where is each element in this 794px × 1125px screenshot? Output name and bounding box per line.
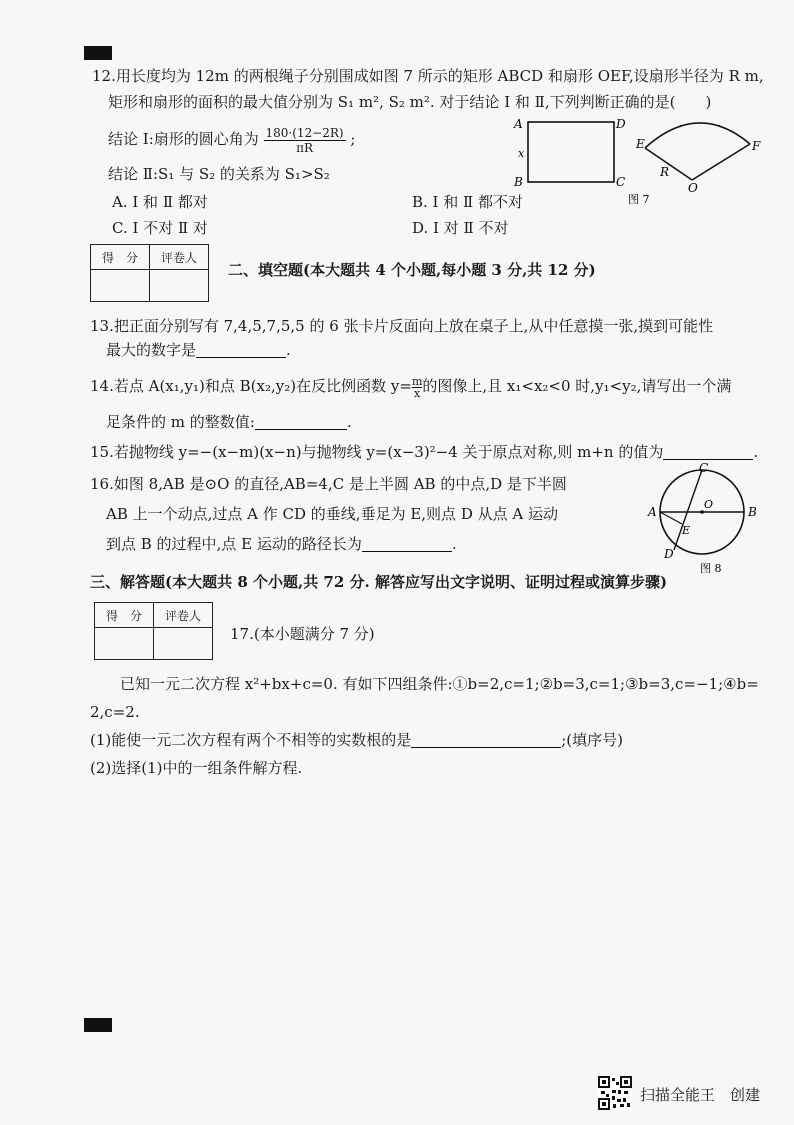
q17-part1 bbox=[90, 730, 623, 750]
q12-c1-fraction bbox=[264, 126, 346, 155]
q17-part2: (2)选择(1)中的一组条件解方程. bbox=[90, 759, 303, 777]
fig8-label-b: B bbox=[748, 505, 757, 519]
q12-option-b: B. Ⅰ 和 Ⅱ 都不对 bbox=[412, 193, 523, 211]
bottom-corner-mark bbox=[84, 1018, 112, 1032]
fig7-label-o: O bbox=[688, 181, 698, 195]
fig7-label-x: x bbox=[518, 147, 525, 160]
q14-line2-suffix: . bbox=[346, 413, 352, 431]
fig7-label-f: F bbox=[752, 139, 761, 153]
q14-prefix: 14.若点 A(x₁,y₁)和点 B(x₂,y₂)在反比例函数 y= bbox=[90, 377, 412, 395]
fig8-label-o: O bbox=[704, 498, 714, 511]
q16-line1: 16.如图 8,AB 是⊙O 的直径,AB=4,C 是上半圆 AB 的中点,D 是下半圆 bbox=[90, 475, 567, 493]
q12-line1: 12.用长度均为 12m 的两根绳子分别围成如图 7 所示的矩形 ABCD 和扇形 OEF,设扇形半径为 R m, bbox=[92, 67, 764, 85]
score-cell[interactable] bbox=[95, 628, 154, 660]
q17-part1-suffix: ;(填序号) bbox=[561, 731, 624, 749]
q13-line1: 13.把正面分别写有 7,4,5,7,5,5 的 6 张卡片反面向上放在桌子上,从中任意摸一张,摸到可能性 bbox=[90, 317, 714, 335]
fig7-arc-ef bbox=[645, 123, 750, 148]
q13-line2 bbox=[106, 340, 291, 360]
grader-header: 评卷人 bbox=[150, 245, 209, 270]
grader-header: 评卷人 bbox=[154, 603, 213, 628]
q17-title: 17.(本小题满分 7 分) bbox=[230, 625, 375, 643]
fig7-label-b: B bbox=[514, 175, 523, 189]
q16-line3-prefix: 到点 B 的过程中,点 E 运动的路径长为 bbox=[106, 535, 362, 553]
figure-7 bbox=[510, 112, 780, 208]
fig7-radius-of bbox=[692, 144, 750, 180]
fig7-label-a: A bbox=[514, 117, 523, 131]
fig8-label-c: C bbox=[699, 461, 709, 475]
q16-line3 bbox=[106, 534, 457, 554]
q14-suffix: 的图像上,且 x₁<x₂<0 时,y₁<y₂,请写出一个满 bbox=[422, 377, 732, 395]
q14-frac-num: m bbox=[411, 374, 423, 388]
fig7-label-c: C bbox=[616, 175, 626, 189]
q12-c1-numerator: 180·(12−2R) bbox=[265, 125, 344, 140]
q16-line3-suffix: . bbox=[451, 535, 457, 553]
q12-option-c: C. Ⅰ 不对 Ⅱ 对 bbox=[112, 219, 208, 237]
fig7-label-d: D bbox=[616, 117, 626, 131]
q17-line1: 已知一元二次方程 x²+bx+c=0. 有如下四组条件:①b=2,c=1;②b=3,c=1;③b=3,c=−1;④b= bbox=[120, 675, 759, 693]
q13-line2-suffix: . bbox=[286, 341, 291, 359]
q13-answer-blank[interactable] bbox=[196, 343, 286, 358]
fig8-label-d: D bbox=[664, 547, 674, 561]
q17-part1-blank[interactable] bbox=[411, 733, 561, 748]
q17-part1-prefix: (1)能使一元二次方程有两个不相等的实数根的是 bbox=[90, 731, 412, 749]
score-header: 得 分 bbox=[95, 603, 154, 628]
q16-answer-blank[interactable] bbox=[362, 537, 452, 552]
fig8-label-e: E bbox=[682, 524, 691, 537]
q14-line1 bbox=[90, 372, 731, 400]
top-corner-mark bbox=[84, 46, 112, 60]
fig7-rectangle-abcd bbox=[528, 122, 614, 182]
score-cell[interactable] bbox=[91, 270, 150, 302]
score-table-q17 bbox=[94, 602, 213, 660]
grader-cell[interactable] bbox=[154, 628, 213, 660]
q16-line2: AB 上一个动点,过点 A 作 CD 的垂线,垂足为 E,则点 D 从点 A 运动 bbox=[106, 505, 558, 523]
fig7-caption: 图 7 bbox=[628, 193, 650, 206]
q12-option-a: A. Ⅰ 和 Ⅱ 都对 bbox=[112, 193, 208, 211]
q12-line2: 矩形和扇形的面积的最大值分别为 S₁ m², S₂ m². 对于结论 Ⅰ 和 Ⅱ,下列判断正确的是( ) bbox=[108, 93, 712, 111]
q17-line2: 2,c=2. bbox=[90, 703, 140, 721]
q14-answer-blank[interactable] bbox=[255, 415, 347, 430]
q14-fraction bbox=[412, 376, 422, 399]
fig8-label-a: A bbox=[648, 505, 657, 519]
q12-conclusion1 bbox=[108, 124, 355, 154]
section2-title: 二、填空题(本大题共 4 个小题,每小题 3 分,共 12 分) bbox=[228, 261, 596, 279]
section3-title: 三、解答题(本大题共 8 个小题,共 72 分. 解答应写出文字说明、证明过程或演算步骤) bbox=[90, 573, 668, 591]
score-header: 得 分 bbox=[91, 245, 150, 270]
q12-option-d: D. Ⅰ 对 Ⅱ 不对 bbox=[412, 219, 509, 237]
q15-text: 15.若抛物线 y=−(x−m)(x−n)与抛物线 y=(x−3)²−4 关于原点对称,则 m+n 的值为 bbox=[90, 443, 664, 461]
q12-c1-suffix: ; bbox=[350, 130, 356, 148]
q15-line bbox=[90, 442, 758, 462]
fig8-caption: 图 8 bbox=[700, 562, 722, 575]
q13-line2-prefix: 最大的数字是 bbox=[106, 341, 197, 359]
figure-8 bbox=[638, 460, 766, 578]
score-table-section2 bbox=[90, 244, 209, 302]
q15-suffix: . bbox=[753, 443, 759, 461]
q15-answer-blank[interactable] bbox=[663, 445, 753, 460]
fig7-label-e: E bbox=[636, 137, 645, 151]
q14-line2-prefix: 足条件的 m 的整数值: bbox=[106, 413, 255, 431]
q12-conclusion2: 结论 Ⅱ:S₁ 与 S₂ 的关系为 S₁>S₂ bbox=[108, 165, 330, 183]
scanner-brand-text: 扫描全能王 创建 bbox=[640, 1086, 761, 1104]
fig7-label-r: R bbox=[660, 165, 670, 179]
qr-code-icon bbox=[598, 1076, 632, 1110]
q12-c1-denominator: πR bbox=[296, 140, 314, 155]
q14-frac-den: x bbox=[414, 386, 421, 400]
q14-line2 bbox=[106, 412, 352, 432]
grader-cell[interactable] bbox=[150, 270, 209, 302]
fig8-segment-ae bbox=[660, 512, 682, 524]
fig8-segment-cd bbox=[674, 470, 702, 550]
q12-c1-prefix: 结论 Ⅰ:扇形的圆心角为 bbox=[108, 130, 259, 148]
